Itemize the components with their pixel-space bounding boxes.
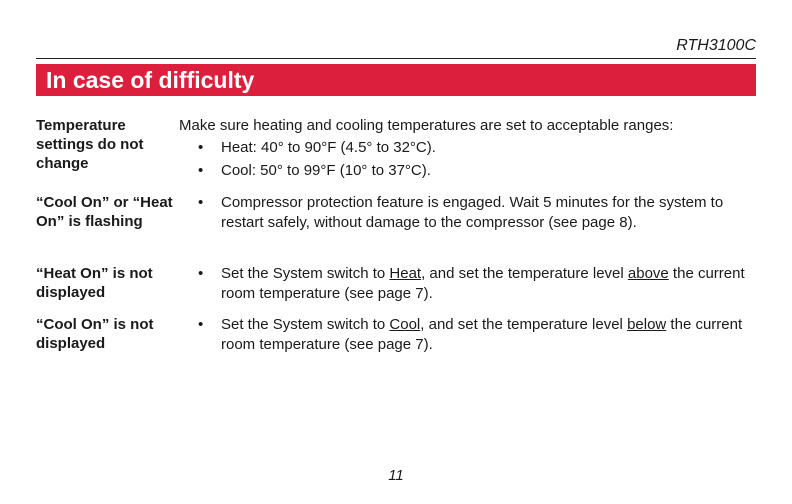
solution-list xyxy=(179,193,756,233)
solution-list xyxy=(179,138,756,181)
list-item: • Heat: 40° to 90°F (4.5° to 32°C). xyxy=(179,138,756,158)
problem-label: “Cool On” is not displayed xyxy=(36,316,154,352)
solution xyxy=(179,193,756,236)
section-title: In case of difficulty xyxy=(46,67,255,93)
list-item: • Compressor protection feature is engaged. Wait 5 minutes for the system to restart safely, without damage to the compressor (see page 8). xyxy=(179,193,756,233)
text-segment: , and set the temperature level xyxy=(421,265,628,282)
problem-label: “Heat On” is not displayed xyxy=(36,265,153,301)
problem-label: “Cool On” or “Heat On” is flashing xyxy=(36,194,173,230)
list-item: • Cool: 50° to 99°F (10° to 37°C). xyxy=(179,161,756,181)
solution xyxy=(179,116,756,184)
direction-text: below xyxy=(627,316,667,333)
solution xyxy=(179,264,756,307)
list-item xyxy=(179,264,756,304)
problem-label: Temperature settings do not change xyxy=(36,117,144,172)
solution xyxy=(179,315,756,358)
text-segment: , and set the temperature level xyxy=(420,316,628,333)
text-segment: Set the System switch to xyxy=(221,316,390,333)
switch-mode-text: Heat xyxy=(389,265,422,282)
solution-list xyxy=(179,315,756,355)
page-number: 11 xyxy=(388,467,404,484)
text-segment: Set the System switch to xyxy=(221,265,390,282)
model-number: RTH3100C xyxy=(676,37,756,54)
section-title-banner xyxy=(36,64,756,96)
text-segment: the current room temperature (see page 7). xyxy=(221,316,743,353)
solution-list xyxy=(179,264,756,304)
text-segment: the current room temperature (see page 7). xyxy=(221,265,745,302)
switch-mode-text: Cool xyxy=(389,316,421,333)
header-rule xyxy=(36,58,756,59)
list-item xyxy=(179,315,756,355)
solution-intro: Make sure heating and cooling temperatures are set to acceptable ranges: xyxy=(179,117,674,134)
direction-text: above xyxy=(627,265,669,282)
